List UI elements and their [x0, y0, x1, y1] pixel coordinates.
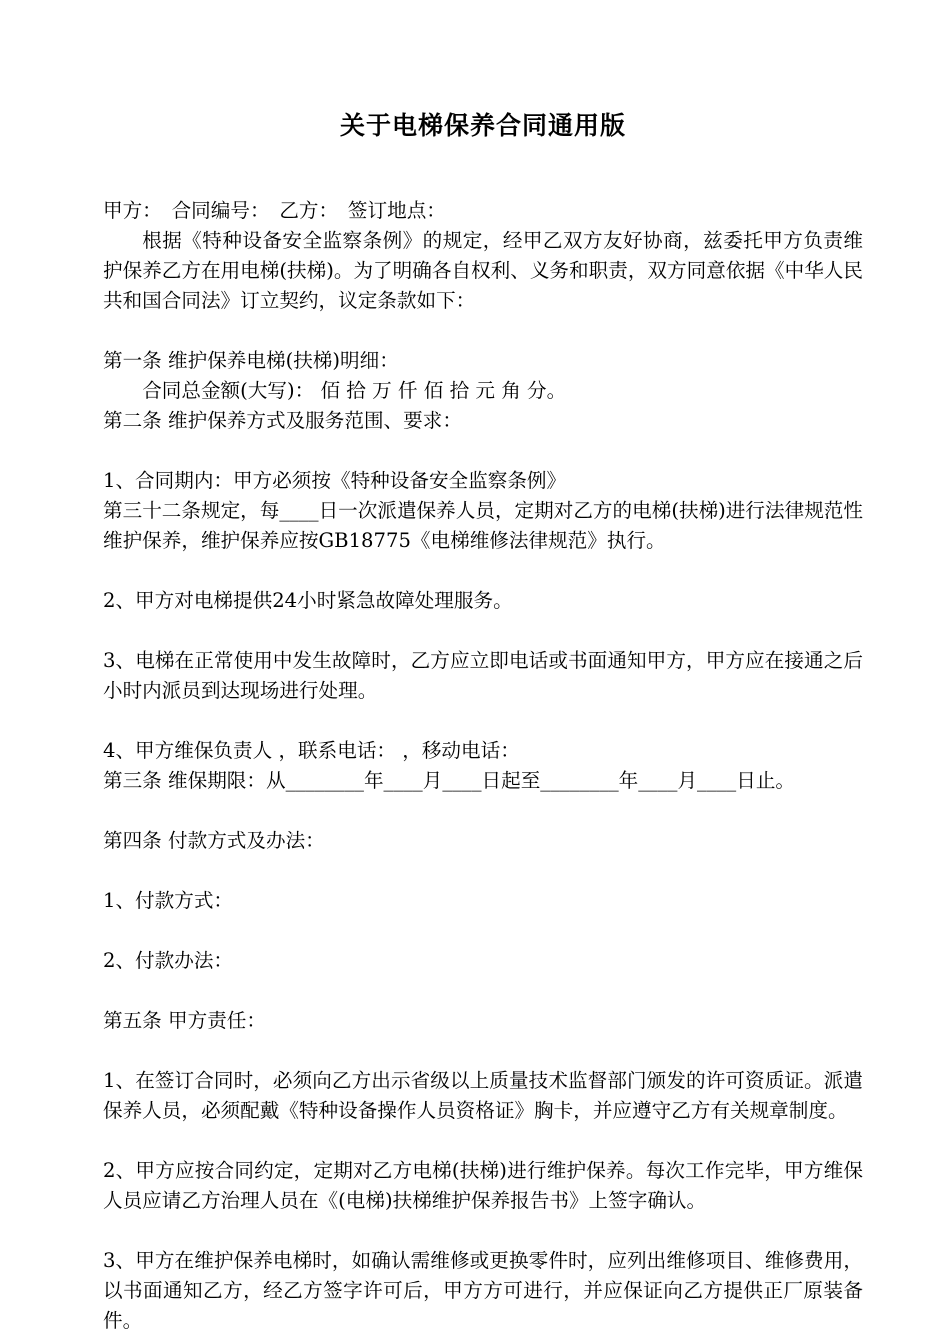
paragraph: 3、甲方在维护保养电梯时，如确认需维修或更换零件时，应列出维修项目、维修费用，以书面通知乙方，经乙方签字许可后，甲方方可进行，并应保证向乙方提供正厂原装备件。	[103, 1249, 863, 1332]
paragraph: 1、付款方式：	[103, 889, 234, 912]
document-page	[103, 100, 863, 1336]
paragraph-gap	[103, 436, 863, 466]
paragraph: 3、电梯在正常使用中发生故障时，乙方应立即电话或书面通知甲方，甲方应在接通之后 小时内派员到达现场进行处理。	[103, 649, 863, 702]
paragraph-gap	[103, 976, 863, 1006]
paragraph: 1、在签订合同时，必须向乙方出示省级以上质量技术监督部门颁发的许可资质证。派遣保养人员，必须配戴《特种设备操作人员资格证》胸卡，并应遵守乙方有关规章制度。	[103, 1069, 863, 1122]
paragraph: 第三条 维保期限：从________年____月____日起至________年____月____日止。	[103, 769, 796, 792]
paragraph-gap	[103, 796, 863, 826]
paragraph-gap	[103, 556, 863, 586]
paragraph: 甲方： 合同编号： 乙方： 签订地点：	[103, 199, 446, 222]
paragraph: 2、付款办法：	[103, 949, 234, 972]
paragraph: 1、合同期内：甲方必须按《特种设备安全监察条例》	[103, 469, 567, 492]
paragraph: 第一条 维护保养电梯(扶梯)明细：	[103, 349, 399, 372]
paragraph-gap	[103, 316, 863, 346]
document-title: 关于电梯保养合同通用版	[339, 111, 626, 140]
paragraph: 第五条 甲方责任：	[103, 1009, 266, 1032]
paragraph-gap	[103, 916, 863, 946]
paragraph-gap	[103, 856, 863, 886]
paragraph: 4、甲方维保负责人 ，联系电话： ，移动电话：	[103, 739, 520, 762]
paragraph-gap	[103, 616, 863, 646]
paragraph-gap	[103, 1216, 863, 1246]
paragraph: 2、甲方对电梯提供24小时紧急故障处理服务。	[103, 589, 513, 612]
paragraph-gap	[103, 706, 863, 736]
paragraph-gap	[103, 1036, 863, 1066]
paragraph: 2、甲方应按合同约定，定期对乙方电梯(扶梯)进行维护保养。每次工作完毕，甲方维保人员应请乙方治理人员在《(电梯)扶梯维护保养报告书》上签字确认。	[103, 1159, 863, 1212]
document-body	[103, 196, 863, 1336]
paragraph-gap	[103, 1126, 863, 1156]
paragraph: 合同总金额(大写)： 佰 拾 万 仟 佰 拾 元 角 分。	[142, 379, 567, 402]
paragraph: 第二条 维护保养方式及服务范围、要求：	[103, 409, 462, 432]
paragraph: 根据《特种设备安全监察条例》的规定，经甲乙双方友好协商，兹委托甲方负责维护保养乙方在用电梯(扶梯)。为了明确各自权利、义务和职责，双方同意依据《中华人民共和国合同法》订立契约，议定条款如下：	[103, 229, 863, 312]
paragraph: 第三十二条规定，每____日一次派遣保养人员，定期对乙方的电梯(扶梯)进行法律规范性维护保养，维护保养应按GB18775《电梯维修法律规范》执行。	[103, 499, 863, 552]
paragraph: 第四条 付款方式及办法：	[103, 829, 325, 852]
